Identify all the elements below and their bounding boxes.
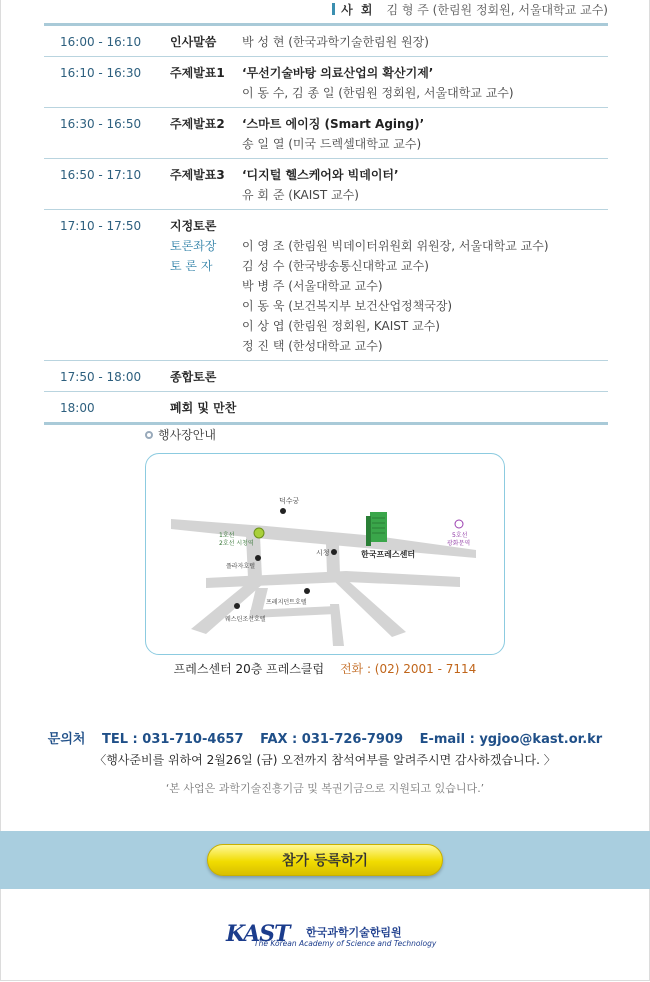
panel-member: 정 진 택 (한성대학교 교수) [242,339,383,353]
schedule-row-greeting [44,26,608,57]
map-label-line1: 1호선 [219,532,235,539]
deoksugung-marker [280,508,286,514]
panel-block [170,216,608,356]
speaker-line: 유 회 준 (KAIST 교수) [242,188,359,202]
talk-title: ‘디지털 헬스케어와 빅데이터’ [242,168,399,182]
panel-member: 이 영 조 (한림원 빅데이터위원회 위원장, 서울대학교 교수) [242,239,549,253]
logo-korean: 한국과학기술한림원 [306,926,402,939]
schedule-type: 폐회 및 만찬 [170,401,237,415]
contact-tel: TEL : 031-710-4657 [102,732,244,747]
schedule-row-panel [44,210,608,361]
venue-label: 행사장안내 [158,428,216,442]
register-button[interactable]: 참가 등록하기 [207,844,443,876]
schedule-type: 주제발표2 [170,117,225,131]
contact-fax: FAX : 031-726-7909 [260,732,404,747]
panel-role-chair: 토론좌장 [170,239,217,253]
moderator-line [332,0,608,18]
schedule-content [242,165,608,205]
map-label-deoksugung: 덕수궁 [279,497,300,505]
map-svg [146,454,504,654]
schedule-time: 16:50 - 17:10 [60,168,142,182]
map-label-gwanghwamun: 광화문역 [447,540,471,547]
schedule-table [44,23,608,425]
schedule-time: 17:10 - 17:50 [60,219,142,233]
cityhall-marker [331,549,337,555]
venue-phone: 전화 : (02) 2001 - 7114 [339,662,477,676]
schedule-type: 지정토론 [170,219,217,233]
schedule-row-closing [44,392,608,422]
schedule-content [242,367,608,387]
schedule-type: 종합토론 [170,370,217,384]
map-label-westin: 웨스틴조선호텔 [225,616,266,623]
logo-english: The Korean Academy of Science and Technology [254,939,437,948]
speaker-line: 송 일 열 (미국 드렉셀대학교 교수) [242,137,422,151]
panel-member: 이 상 엽 (한림원 정회원, KAIST 교수) [242,319,440,333]
panel-member: 김 성 수 (한국방송통신대학교 교수) [242,259,429,273]
subway-city-hall-icon [254,528,264,538]
bullet-circle-icon [145,431,153,439]
plaza-marker [255,555,261,561]
schedule-type: 인사말씀 [170,35,217,49]
support-notice: ‘본 사업은 과학기술진흥기금 및 복권기금으로 지원되고 있습니다.’ [165,782,485,795]
venue-heading [145,426,216,443]
map-roads [171,519,476,646]
schedule-row-talk3 [44,159,608,210]
schedule-type: 주제발표3 [170,168,225,182]
talk-title: ‘무선기술바탕 의료산업의 확산기제’ [242,66,434,80]
kast-logo [226,921,436,951]
schedule-row-talk1 [44,57,608,108]
map-label-line5: 5호선 [452,532,468,539]
schedule-content [242,32,608,52]
schedule-time: 16:30 - 16:50 [60,117,142,131]
panel-role-discussant: 토 론 자 [170,259,213,273]
schedule-type: 주제발표1 [170,66,225,80]
rsvp-notice: 〈행사준비를 위하여 2월26일 (금) 오전까지 참석여부를 알려주시면 감사하겠습니다. 〉 [94,753,556,767]
panel-member: 이 동 욱 (보건복지부 보건산업정책국장) [242,299,453,313]
panel-roles [170,236,242,356]
schedule-time: 17:50 - 18:00 [60,370,142,384]
map-label-line2: 2호선 시청역 [219,540,254,547]
subway-gwanghwamun-icon [455,520,463,528]
westin-marker [234,603,240,609]
panel-member: 박 병 주 (서울대학교 교수) [242,279,383,293]
speaker-line: 박 성 현 (한국과학기술한림원 원장) [242,35,429,49]
map-label-president: 프레지던트호텔 [266,599,307,606]
venue-map [145,453,505,655]
moderator-role: 사 회 [341,2,375,17]
press-center-building [370,512,387,542]
talk-title: ‘스마트 에이징 (Smart Aging)’ [242,117,425,131]
schedule-row-discussion [44,361,608,392]
panel-members [242,236,608,356]
contact-email[interactable]: E-mail : ygjoo@kast.or.kr [419,732,603,747]
schedule-time: 16:00 - 16:10 [60,35,142,49]
map-label-plaza: 플라자호텔 [226,563,255,570]
building-shadow [366,516,371,546]
schedule-content [242,63,608,103]
schedule-row-talk2 [44,108,608,159]
moderator-name: 김 형 주 (한림원 정회원, 서울대학교 교수) [386,2,608,17]
schedule-content [242,114,608,154]
panel-body [170,236,608,356]
venue-place: 프레스센터 20층 프레스클럽 [173,662,325,676]
map-label-cityhall: 시청 [316,549,330,557]
accent-bar [332,3,335,15]
contact-line [0,728,650,747]
logo-abbr: KAST [226,921,290,947]
venue-address [0,660,650,677]
schedule-time: 16:10 - 16:30 [60,66,142,80]
president-marker [304,588,310,594]
schedule-time: 18:00 [60,401,95,415]
contact-label: 문의처 [47,732,86,747]
speaker-line: 이 동 수, 김 종 일 (한림원 정회원, 서울대학교 교수) [242,86,514,100]
map-label-presscenter: 한국프레스센터 [361,550,416,559]
